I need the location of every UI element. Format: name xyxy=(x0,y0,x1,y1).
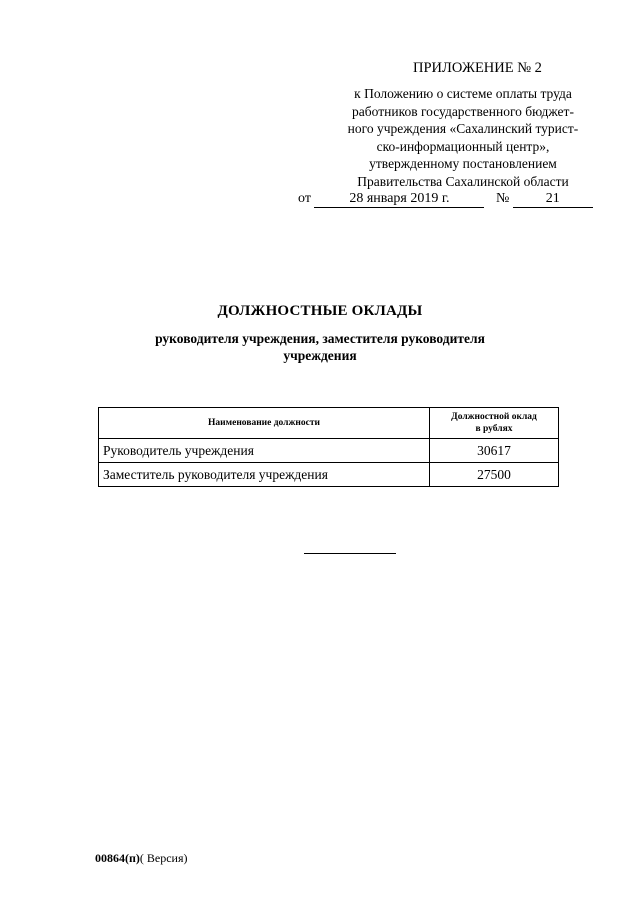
appendix-line: работников государственного бюджет- xyxy=(352,103,574,119)
table-header-row xyxy=(99,408,559,439)
appendix-line: ско-информационный центр», xyxy=(376,138,550,154)
table-row xyxy=(99,463,559,487)
header-position: Наименование должности xyxy=(99,408,430,439)
subtitle-line: учреждения xyxy=(283,348,357,363)
appendix-line: Правительства Сахалинской области xyxy=(357,173,569,189)
salary-table xyxy=(98,407,559,487)
header-salary-line: Должностной оклад xyxy=(451,412,537,422)
resolution-number: 21 xyxy=(513,191,593,208)
salary-cell: 27500 xyxy=(430,463,559,487)
document-title: ДОЛЖНОСТНЫЕ ОКЛАДЫ xyxy=(217,303,423,319)
position-cell: Заместитель руководителя учреждения xyxy=(99,463,430,487)
table-row xyxy=(99,439,559,463)
code-number: 00864(п) xyxy=(95,851,140,865)
header-salary-line: в рублях xyxy=(475,424,513,434)
appendix-title: ПРИЛОЖЕНИЕ № 2 xyxy=(413,60,542,76)
header-salary xyxy=(430,408,559,439)
subtitle-line: руководителя учреждения, заместителя руководителя xyxy=(155,331,485,346)
document-subtitle xyxy=(150,330,490,364)
appendix-line: утвержденному постановлением xyxy=(369,156,557,171)
appendix-description xyxy=(318,85,608,190)
resolution-date: 28 января 2019 г. xyxy=(314,191,484,208)
number-label: № xyxy=(495,191,510,206)
salary-cell: 30617 xyxy=(430,439,559,463)
resolution-date-row xyxy=(298,191,593,208)
separator-line xyxy=(304,553,396,554)
document-code xyxy=(95,851,188,866)
appendix-line: к Положению о системе оплаты труда xyxy=(354,86,572,101)
appendix-line: ного учреждения «Сахалинский турист- xyxy=(347,121,579,136)
position-cell: Руководитель учреждения xyxy=(99,439,430,463)
from-label: от xyxy=(298,191,311,206)
version-label: ( Версия) xyxy=(139,851,188,865)
